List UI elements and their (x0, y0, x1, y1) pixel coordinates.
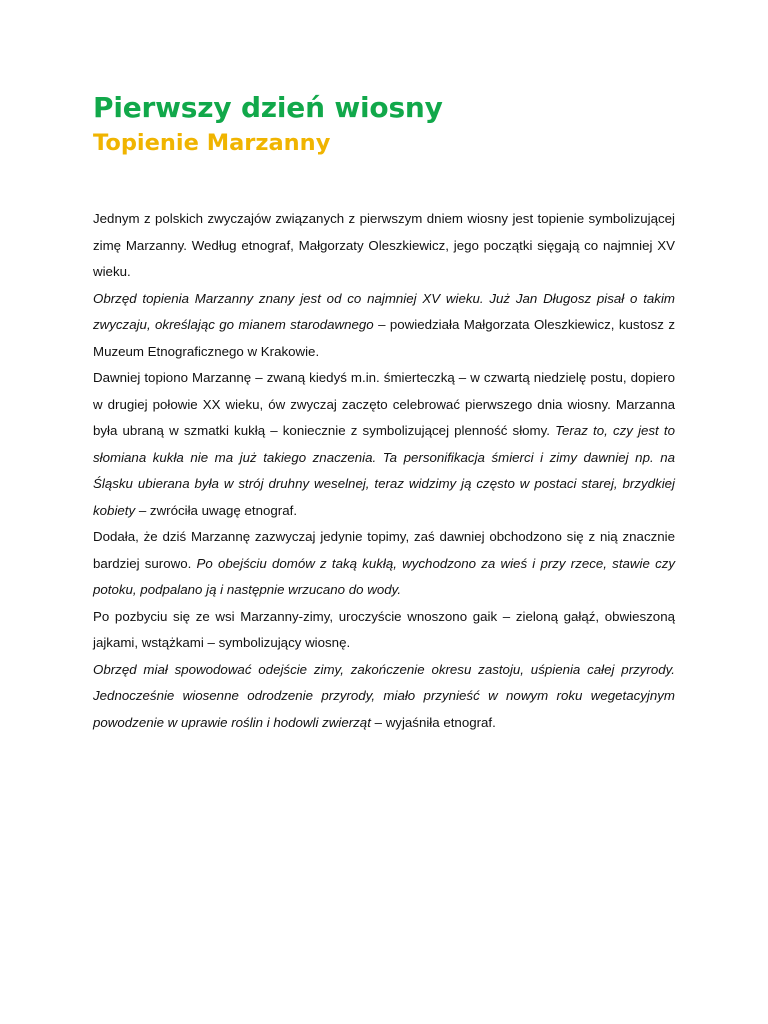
paragraph (93, 286, 675, 366)
document-page (93, 88, 675, 736)
quote-segment: Obrzęd miał spowodować odejście zimy, zakończenie okresu zastoju, uśpienia całej przyrody. Jednocześnie wiosenne odrodzenie przyrody, miało przynieść w nowym roku wegetacyjnym powodzenie w uprawie roślin i hodowli zwierząt (93, 661, 675, 730)
text-segment: Dodała, że dziś Marzannę zazwyczaj jedynie topimy, zaś dawniej obchodzono się z nią znacznie bardziej surowo. (93, 529, 675, 571)
quote-segment: Po obejściu domów z taką kukłą, wychodzono za wieś i przy rzece, stawie czy potoku, podpalano ją i następnie wrzucano do wody. (93, 555, 676, 597)
paragraph (93, 604, 675, 657)
document-title: Pierwszy dzień wiosny (93, 91, 443, 124)
quote-segment: Teraz to, czy jest to słomiana kukła nie ma już takiego znaczenia. Ta personifikacja śmierci i zimy dawniej np. na Śląsku ubierana była w strój druhny weselnej, teraz widzimy ją często w postaci starej, brzydkiej kobiety (93, 423, 675, 518)
text-segment: Dawniej topiono Marzannę – zwaną kiedyś m.in. śmierteczką – w czwartą niedzielę postu, dopiero w drugiej połowie XX wieku, ów zwyczaj zaczęto celebrować pierwszego dnia wiosny. Marzanna była ubraną w szmatki kukłą – koniecznie z symbolizującej plenność słomy. (93, 370, 675, 438)
paragraph (93, 657, 675, 737)
text-segment: – zwróciła uwagę etnograf. (135, 502, 298, 518)
paragraph (93, 206, 675, 286)
paragraph (93, 365, 675, 524)
article-body (93, 206, 675, 736)
document-subtitle: Topienie Marzanny (93, 130, 331, 156)
text-segment: – wyjaśniła etnograf. (370, 714, 496, 730)
paragraph (93, 524, 675, 604)
text-segment: Po pozbyciu się ze wsi Marzanny-zimy, uroczyście wnoszono gaik – zieloną gałąź, obwieszoną jajkami, wstążkami – symbolizujący wiosnę. (93, 608, 675, 650)
text-segment: – powiedziała Małgorzata Oleszkiewicz, kustosz z Muzeum Etnograficznego w Krakowie. (93, 317, 675, 359)
quote-segment: Obrzęd topienia Marzanny znany jest od co najmniej XV wieku. Już Jan Długosz pisał o takim zwyczaju, określając go mianem starodawnego (93, 290, 675, 332)
text-segment: Jednym z polskich zwyczajów związanych z pierwszym dniem wiosny jest topienie symbolizującej zimę Marzanny. Według etnograf, Małgorzaty Oleszkiewicz, jego początki sięgają co najmniej XV wieku. (93, 211, 675, 279)
